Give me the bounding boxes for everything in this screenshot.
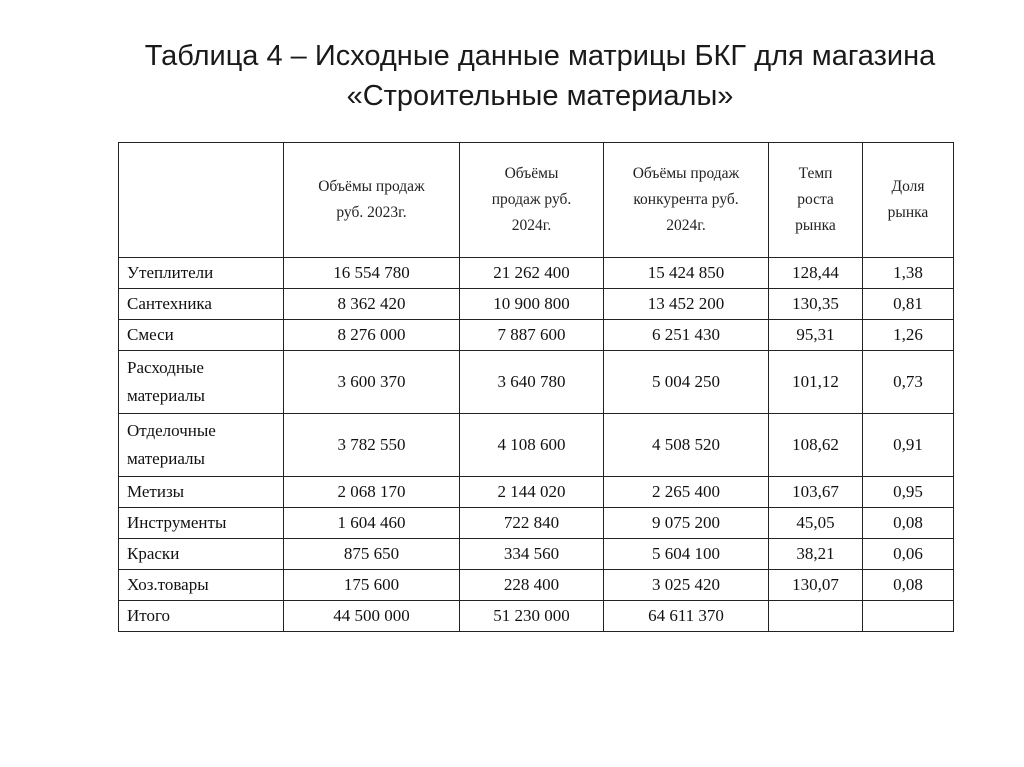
- cell-market-growth: 108,62: [769, 414, 863, 477]
- cell-competitor-sales-2024: 13 452 200: [604, 289, 769, 320]
- cell-competitor-sales-2024: 6 251 430: [604, 320, 769, 351]
- header-sales-2023: Объёмы продаж руб. 2023г.: [284, 143, 460, 258]
- cell-sales-2024: 51 230 000: [460, 601, 604, 632]
- table-row: [119, 258, 954, 289]
- cell-market-growth: 130,07: [769, 570, 863, 601]
- header-row: [119, 143, 954, 258]
- table-row: [119, 601, 954, 632]
- table-row: [119, 477, 954, 508]
- cell-sales-2024: 4 108 600: [460, 414, 604, 477]
- cell-category: Итого: [119, 601, 284, 632]
- cell-sales-2023: 8 276 000: [284, 320, 460, 351]
- cell-sales-2023: 1 604 460: [284, 508, 460, 539]
- cell-sales-2024: 21 262 400: [460, 258, 604, 289]
- cell-market-growth: 45,05: [769, 508, 863, 539]
- cell-market-share: 1,38: [863, 258, 954, 289]
- cell-sales-2024: 228 400: [460, 570, 604, 601]
- cell-market-growth: 38,21: [769, 539, 863, 570]
- table-row: [119, 351, 954, 414]
- cell-competitor-sales-2024: 2 265 400: [604, 477, 769, 508]
- bcg-data-table: [118, 142, 954, 632]
- cell-sales-2023: 16 554 780: [284, 258, 460, 289]
- table-row: [119, 289, 954, 320]
- table-row: [119, 539, 954, 570]
- header-competitor-sales-2024: Объёмы продаж конкурента руб. 2024г.: [604, 143, 769, 258]
- cell-category: Метизы: [119, 477, 284, 508]
- cell-market-growth: 103,67: [769, 477, 863, 508]
- cell-market-share: 0,06: [863, 539, 954, 570]
- cell-category: Отделочные материалы: [119, 414, 284, 477]
- cell-competitor-sales-2024: 64 611 370: [604, 601, 769, 632]
- table-row: [119, 320, 954, 351]
- cell-sales-2023: 3 600 370: [284, 351, 460, 414]
- cell-competitor-sales-2024: 9 075 200: [604, 508, 769, 539]
- cell-category: Смеси: [119, 320, 284, 351]
- cell-category: Сантехника: [119, 289, 284, 320]
- cell-market-growth: 101,12: [769, 351, 863, 414]
- cell-market-share: 0,91: [863, 414, 954, 477]
- table-row: [119, 508, 954, 539]
- cell-sales-2024: 2 144 020: [460, 477, 604, 508]
- slide-title: [60, 36, 1020, 116]
- cell-market-growth: [769, 601, 863, 632]
- cell-sales-2023: 875 650: [284, 539, 460, 570]
- cell-market-share: [863, 601, 954, 632]
- cell-sales-2023: 2 068 170: [284, 477, 460, 508]
- header-market-share: Доля рынка: [863, 143, 954, 258]
- cell-sales-2023: 8 362 420: [284, 289, 460, 320]
- cell-competitor-sales-2024: 15 424 850: [604, 258, 769, 289]
- cell-competitor-sales-2024: 5 004 250: [604, 351, 769, 414]
- cell-sales-2023: 175 600: [284, 570, 460, 601]
- header-category: [119, 143, 284, 258]
- cell-market-share: 0,95: [863, 477, 954, 508]
- cell-sales-2024: 334 560: [460, 539, 604, 570]
- cell-market-share: 0,73: [863, 351, 954, 414]
- cell-market-share: 0,08: [863, 570, 954, 601]
- cell-market-share: 1,26: [863, 320, 954, 351]
- cell-sales-2023: 3 782 550: [284, 414, 460, 477]
- cell-category: Утеплители: [119, 258, 284, 289]
- cell-sales-2024: 722 840: [460, 508, 604, 539]
- title-line-1: Таблица 4 – Исходные данные матрицы БКГ для магазина: [144, 40, 936, 72]
- cell-category: Хоз.товары: [119, 570, 284, 601]
- cell-competitor-sales-2024: 5 604 100: [604, 539, 769, 570]
- cell-market-growth: 128,44: [769, 258, 863, 289]
- cell-category: Инструменты: [119, 508, 284, 539]
- cell-category: Расходные материалы: [119, 351, 284, 414]
- cell-competitor-sales-2024: 3 025 420: [604, 570, 769, 601]
- cell-sales-2024: 7 887 600: [460, 320, 604, 351]
- header-market-growth: Темп роста рынка: [769, 143, 863, 258]
- cell-market-share: 0,81: [863, 289, 954, 320]
- cell-market-share: 0,08: [863, 508, 954, 539]
- cell-sales-2024: 3 640 780: [460, 351, 604, 414]
- cell-sales-2023: 44 500 000: [284, 601, 460, 632]
- cell-market-growth: 95,31: [769, 320, 863, 351]
- cell-sales-2024: 10 900 800: [460, 289, 604, 320]
- cell-category: Краски: [119, 539, 284, 570]
- header-sales-2024: Объёмы продаж руб. 2024г.: [460, 143, 604, 258]
- table-row: [119, 570, 954, 601]
- cell-market-growth: 130,35: [769, 289, 863, 320]
- cell-competitor-sales-2024: 4 508 520: [604, 414, 769, 477]
- title-line-2: «Строительные материалы»: [346, 80, 734, 112]
- table-row: [119, 414, 954, 477]
